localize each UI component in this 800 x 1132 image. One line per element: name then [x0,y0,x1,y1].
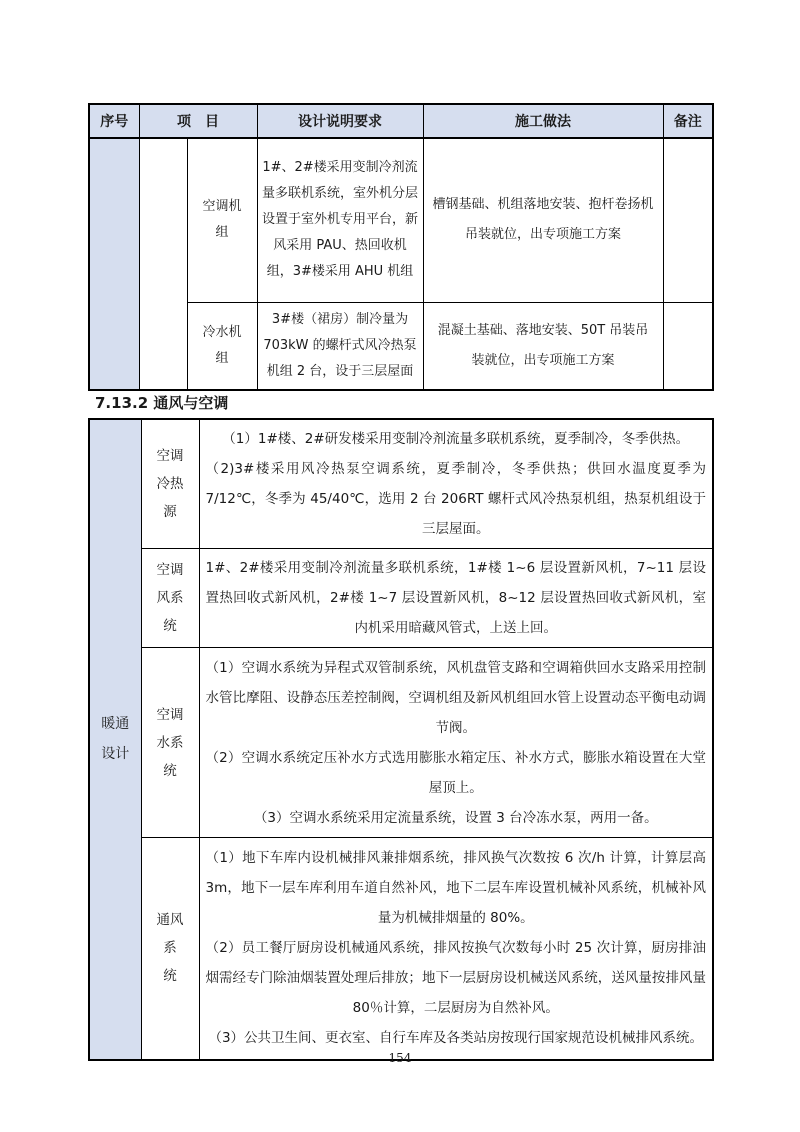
item-cell: 冷水机组 [187,302,257,390]
content-cell [199,549,713,648]
subcategory-label: 通风系 统 [156,912,184,985]
table-row [89,549,713,648]
header-remarks: 备注 [663,104,713,138]
method-cell: 混凝土基础、落地安装、50T 吊装吊装就位，出专项施工方案 [423,302,663,390]
description-cell: 1#、2#楼采用变制冷剂流量多联机系统，室外机分层设置于室外机专用平台，新风采用 PAU、热回收机组，3#楼采用 AHU 机组 [257,138,423,302]
table-row [89,419,713,549]
header-item: 项 目 [139,104,257,138]
subcategory-label: 空调水系统 [156,706,184,779]
group-cell [139,138,187,390]
content-paragraph: （2)3#楼采用风冷热泵空调系统，夏季制冷，冬季供热；供回水温度夏季为 7/12℃，冬季为 45/40℃，选用 2 台 206RT 螺杆式风冷热泵机组，热泵机组设于三层屋面。 [205,461,706,537]
subcategory-label: 空调风系统 [156,562,184,634]
header-design-requirements: 设计说明要求 [257,104,423,138]
subcategory-cell [141,838,199,1060]
content-paragraph: （1）空调水系统为异程式双管制系统，风机盘管支路和空调箱供回水支路采用控制水管比摩阻、设静态压差控制阀，空调机组及新风机组回水管上设置动态平衡电动调节阀。 [205,659,706,736]
subcategory-label: 空调冷热源 [156,448,184,520]
content-cell [199,648,713,838]
page-number: 154 [388,1051,412,1065]
method-cell: 槽钢基础、机组落地安装、抱杆卷扬机吊装就位，出专项施工方案 [423,138,663,302]
serial-cell [89,138,139,390]
content-paragraph: （2）空调水系统定压补水方式选用膨胀水箱定压、补水方式，膨胀水箱设置在大堂屋顶上。 [205,749,706,796]
remarks-cell [663,302,713,390]
category-label: 暖通设计 [101,716,130,763]
hvac-design-table [88,418,714,1061]
table-row [89,648,713,838]
content-paragraph: （3）公共卫生间、更衣室、自行车库及各类站房按现行国家规范设机械排风系统。 [208,1030,704,1047]
content-cell [199,419,713,549]
content-paragraph: （2）员工餐厅厨房设机械通风系统，排风按换气次数每小时 25 次计算，厨房排油烟需经专门除油烟装置处理后排放；地下一层厨房设机械送风系统，送风量按排风量 80％计算，二层厨房为自然补风。 [205,940,706,1017]
content-paragraph: （1）1#楼、2#研发楼采用变制冷剂流量多联机系统，夏季制冷，冬季供热。 [222,431,690,447]
header-serial: 序号 [89,104,139,138]
category-cell [89,419,141,1060]
content-paragraph: （3）空调水系统采用定流量系统，设置 3 台冷冻水泵，两用一备。 [253,809,658,826]
section-heading: 7.13.2 通风与空调 [95,394,229,412]
content-paragraph: 1#、2#楼采用变制冷剂流量多联机系统，1#楼 1~6 层设置新风机，7~11 层设置热回收式新风机，2#楼 1~7 层设置新风机，8~12 层设置热回收式新风机，室内机采用暗藏风管式，上送上回。 [205,560,706,636]
table-header-row [89,104,713,138]
equipment-table [88,103,714,391]
content-cell [199,838,713,1060]
header-construction-method: 施工做法 [423,104,663,138]
table-row [89,138,713,302]
subcategory-cell [141,648,199,838]
remarks-cell [663,138,713,302]
subcategory-cell [141,549,199,648]
description-cell: 3#楼（裙房）制冷量为 703kW 的螺杆式风冷热泵机组 2 台，设于三层屋面 [257,302,423,390]
content-paragraph: （1）地下车库内设机械排风兼排烟系统，排风换气次数按 6 次/h 计算，计算层高 3m，地下一层车库利用车道自然补风，地下二层车库设置机械补风系统，机械补风量为机械排烟量的 80%。 [205,850,706,927]
table-row [89,838,713,1060]
subcategory-cell [141,419,199,549]
item-cell: 空调机组 [187,138,257,302]
